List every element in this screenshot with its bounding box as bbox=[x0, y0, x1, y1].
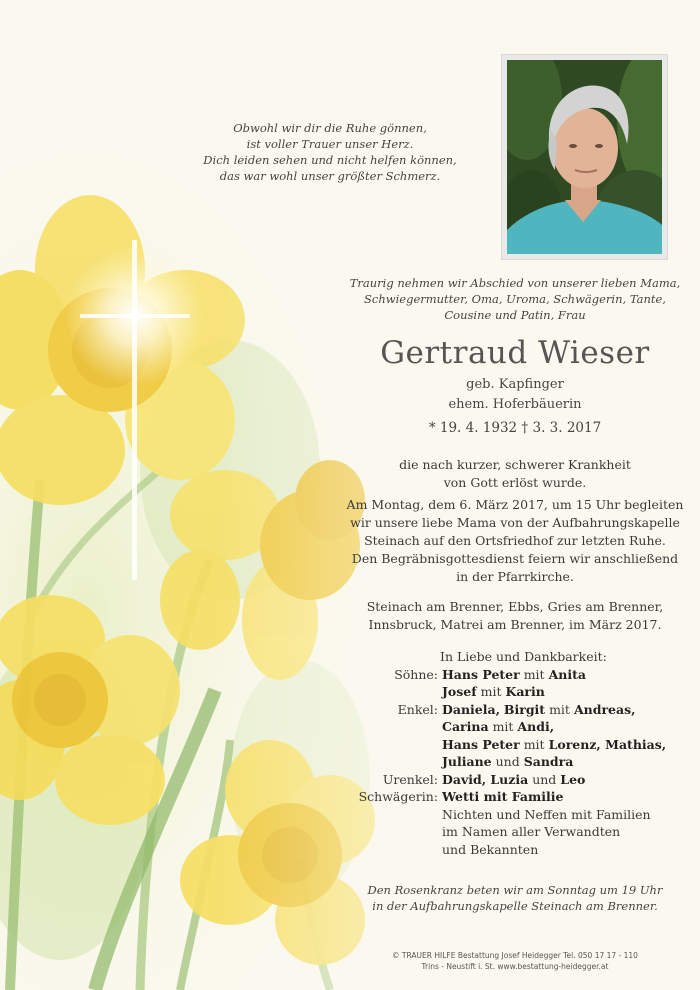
great-grandchildren-label: Urenkel: bbox=[382, 771, 438, 787]
rosary-text bbox=[345, 882, 685, 914]
funeral-line: wir unsere liebe Mama von der Aufbahrungskapelle bbox=[350, 515, 680, 530]
family-list bbox=[350, 648, 690, 858]
family-row bbox=[350, 666, 690, 684]
place-date-text bbox=[340, 598, 690, 634]
life-dates: * 19. 4. 1932 † 3. 3. 2017 bbox=[428, 420, 602, 436]
relatives-line: und Bekannten bbox=[442, 841, 539, 857]
family-names: Hans Peter mit Lorenz, Mathias, bbox=[442, 736, 667, 752]
death-text bbox=[345, 456, 685, 492]
relatives-line: im Namen aller Verwandten bbox=[442, 824, 621, 839]
family-row bbox=[350, 683, 690, 701]
intro-text bbox=[345, 275, 685, 323]
rosary-line: in der Aufbahrungskapelle Steinach am Brenner. bbox=[372, 899, 658, 913]
deceased-details bbox=[345, 375, 685, 415]
family-row bbox=[350, 701, 690, 719]
relatives-line: Nichten und Neffen mit Familien bbox=[442, 806, 651, 822]
intro-line: Schwiegermutter, Oma, Uroma, Schwägerin, Tante, bbox=[364, 292, 666, 306]
sons-label: Söhne: bbox=[394, 666, 438, 682]
footer-line: Trins - Neustift i. St. www.bestattung-heidegger.at bbox=[421, 962, 609, 971]
family-names: David, Luzia und Leo bbox=[442, 771, 586, 787]
sister-in-law-label: Schwägerin: bbox=[358, 789, 438, 804]
family-names: Wetti mit Familie bbox=[442, 789, 564, 804]
place-line: Steinach am Brenner, Ebbs, Gries am Brenner, bbox=[366, 599, 664, 614]
family-row bbox=[350, 841, 690, 859]
place-line: Innsbruck, Matrei am Brenner, im März 2017. bbox=[368, 617, 662, 632]
family-names: Daniela, Birgit mit Andreas, bbox=[442, 701, 636, 717]
intro-line: Traurig nehmen wir Abschied von unserer lieben Mama, bbox=[349, 276, 681, 290]
family-names: Josef mit Karin bbox=[442, 684, 545, 699]
family-row bbox=[350, 806, 690, 824]
intro-line: Cousine und Patin, Frau bbox=[444, 308, 586, 322]
poem-line: Dich leiden sehen und nicht helfen können, bbox=[203, 153, 457, 167]
funeral-line: Am Montag, dem 6. März 2017, um 15 Uhr begleiten bbox=[346, 497, 684, 512]
deceased-name: Gertraud Wieser bbox=[380, 335, 650, 371]
family-names: Carina mit Andi, bbox=[442, 719, 555, 734]
family-row bbox=[350, 718, 690, 736]
footer-line: © TRAUER HILFE Bestattung Josef Heidegger Tel. 050 17 17 - 110 bbox=[392, 951, 638, 960]
death-line: von Gott erlöst wurde. bbox=[443, 475, 587, 490]
family-row bbox=[350, 823, 690, 841]
death-line: die nach kurzer, schwerer Krankheit bbox=[399, 457, 631, 472]
portrait-photo bbox=[507, 60, 662, 254]
family-row bbox=[350, 771, 690, 789]
family-row bbox=[350, 753, 690, 771]
thanks-heading: In Liebe und Dankbarkeit: bbox=[440, 649, 607, 664]
family-names: Juliane und Sandra bbox=[442, 754, 574, 769]
funeral-line: Den Begräbnisgottesdienst feiern wir anschließend bbox=[351, 551, 679, 566]
family-row bbox=[350, 736, 690, 754]
family-names: Hans Peter mit Anita bbox=[442, 666, 586, 682]
funeral-text bbox=[340, 496, 690, 586]
occupation: ehem. Hoferbäuerin bbox=[448, 397, 582, 412]
rosary-line: Den Rosenkranz beten wir am Sonntag um 19 Uhr bbox=[367, 883, 663, 897]
poem-line: ist voller Trauer unser Herz. bbox=[246, 137, 414, 151]
grandchildren-label: Enkel: bbox=[397, 701, 438, 717]
family-row bbox=[350, 788, 690, 806]
portrait-frame bbox=[501, 54, 668, 260]
poem-line: das war wohl unser größter Schmerz. bbox=[219, 169, 441, 183]
birth-name: geb. Kapfinger bbox=[466, 377, 564, 392]
poem-line: Obwohl wir dir die Ruhe gönnen, bbox=[233, 121, 427, 135]
funeral-line: Steinach auf den Ortsfriedhof zur letzten Ruhe. bbox=[364, 533, 666, 548]
funeral-line: in der Pfarrkirche. bbox=[456, 569, 574, 584]
funeral-home-footer bbox=[345, 950, 685, 972]
poem-text bbox=[150, 120, 510, 184]
